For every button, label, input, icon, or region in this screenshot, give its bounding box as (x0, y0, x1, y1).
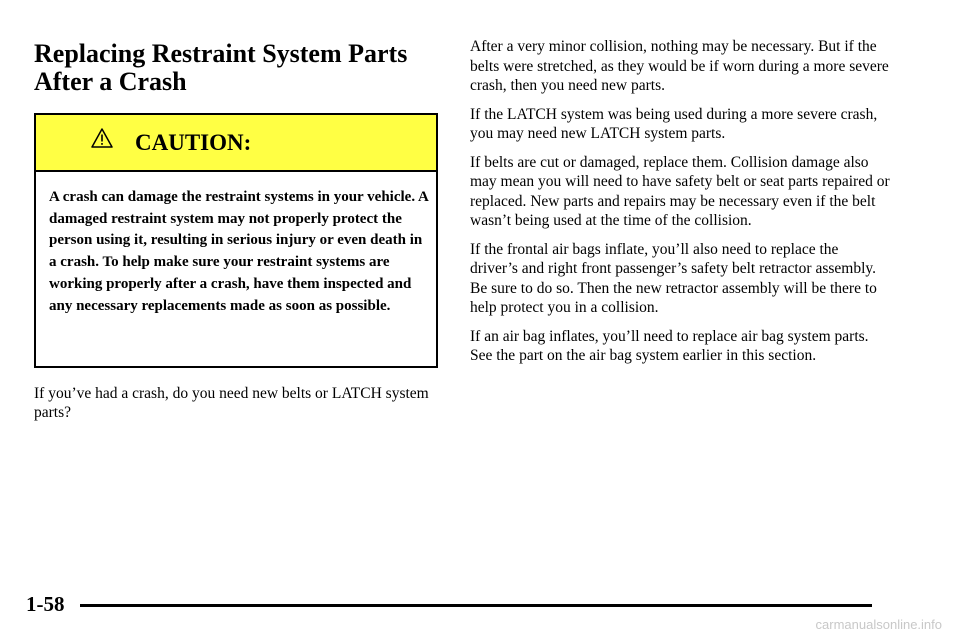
warning-triangle-icon (91, 128, 113, 148)
caution-header (36, 115, 436, 172)
page-number: 1-58 (26, 592, 65, 616)
paragraph: If the frontal air bags inflate, you’ll also need to replace the driver’s and right front passenger’s safety belt retractor assembly. Be sure to do so. Then the new retractor assembly will be there to help protect you in a collision. (470, 240, 877, 316)
right-column (470, 37, 890, 375)
paragraph: If the LATCH system was being used during a more severe crash, you may need new LATCH system parts. (470, 105, 878, 142)
paragraph: If belts are cut or damaged, replace them. Collision damage also may mean you will need to have safety belt or seat parts repaired or replaced. New parts and repairs may be necessary even if the belt wasn’t being used at the time of the collision. (470, 153, 890, 229)
page-title: Replacing Restraint System Parts After a Crash (34, 39, 408, 96)
left-paragraph: If you’ve had a crash, do you need new belts or LATCH system parts? (34, 385, 429, 421)
caution-heading: CAUTION: (135, 130, 252, 155)
caution-text: A crash can damage the restraint systems in your vehicle. A damaged restraint system may not properly protect the person using it, resulting in serious injury or even death in a crash. To help make sure your restraint systems are working properly after a crash, have them inspected and any necessary replacements made as soon as possible. (49, 189, 429, 314)
caution-box (34, 113, 438, 368)
paragraph: If an air bag inflates, you’ll need to replace air bag system parts. See the part on the air bag system earlier in this section. (470, 327, 869, 364)
watermark: carmanualsonline.info (815, 617, 942, 632)
footer-divider (80, 604, 872, 607)
paragraph: After a very minor collision, nothing may be necessary. But if the belts were stretched, as they would be if worn during a more severe crash, then you need new parts. (470, 38, 889, 94)
